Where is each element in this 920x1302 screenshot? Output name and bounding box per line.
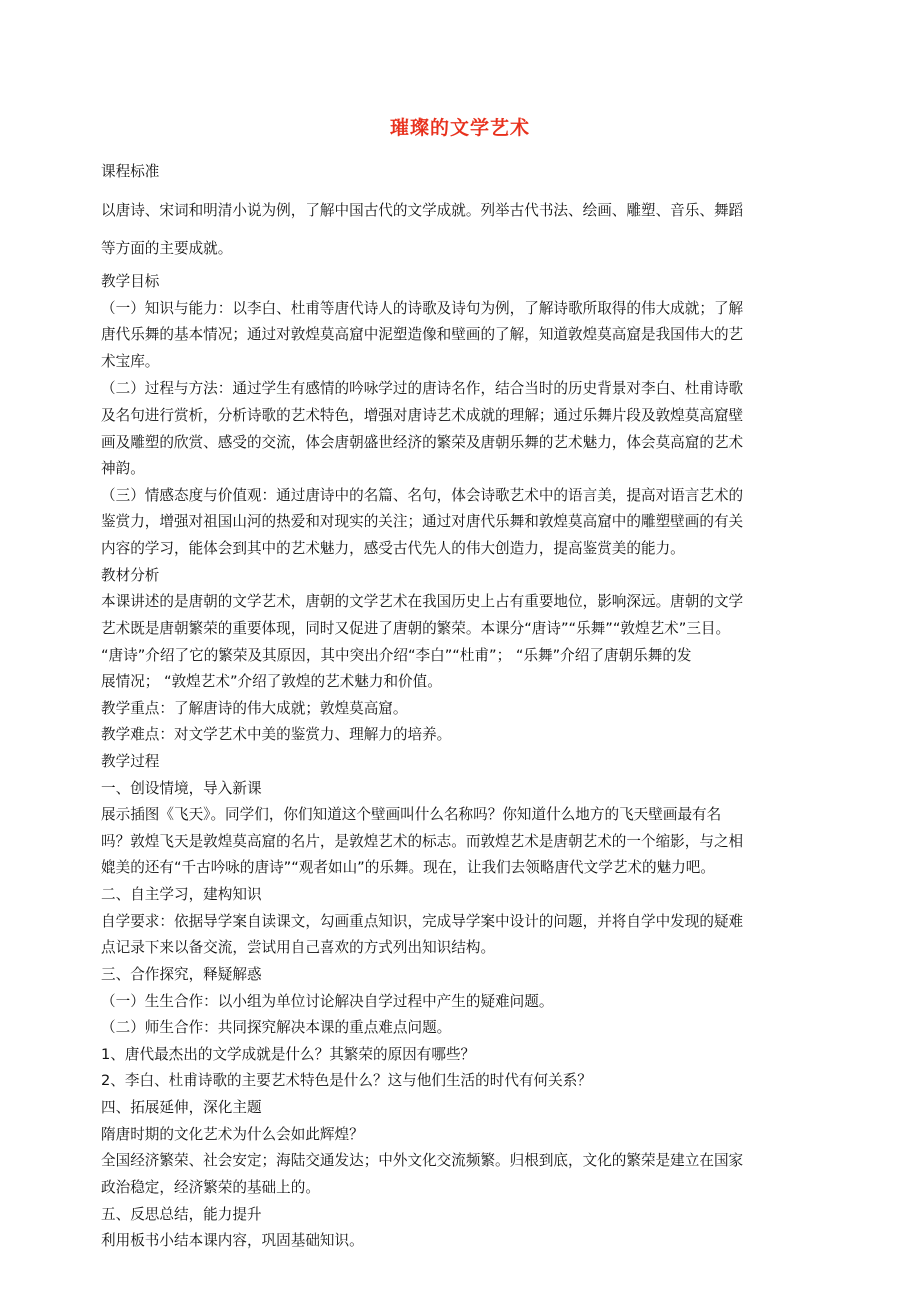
text-line: 一、创设情境，导入新课 xyxy=(101,780,262,797)
text-line: 二、自主学习，建构知识 xyxy=(101,886,262,903)
text-line: 隋唐时期的文化艺术为什么会如此辉煌？ xyxy=(101,1126,364,1143)
text-line: （二）过程与方法：通过学生有感情的吟咏学过的唐诗名作，结合当时的历史背景对李白、杜甫诗歌 xyxy=(101,380,744,397)
text-line: 点记录下来以备交流，尝试用自己喜欢的方式列出知识结构。 xyxy=(101,939,496,956)
text-line: 三、合作探究，释疑解惑 xyxy=(101,966,262,983)
text-line: 教学重点：了解唐诗的伟大成就；敦煌莫高窟。 xyxy=(101,700,408,717)
text-line: 教学难点：对文学艺术中美的鉴赏力、理解力的培养。 xyxy=(101,726,452,743)
text-line: 2、李白、杜甫诗歌的主要艺术特色是什么？这与他们生活的时代有何关系？ xyxy=(101,1072,592,1089)
text-line: 艺术既是唐朝繁荣的重要体现，同时又促进了唐朝的繁荣。本课分“唐诗”“乐舞”“敦煌艺术”三目。 xyxy=(101,620,731,637)
text-line: 唐代乐舞的基本情况；通过对敦煌莫高窟中泥塑造像和壁画的了解，知道敦煌莫高窟是我国伟大的艺 xyxy=(101,326,744,343)
text-line: 神韵。 xyxy=(101,460,145,477)
text-line: 全国经济繁荣、社会安定；海陆交通发达；中外文化交流频繁。归根到底，文化的繁荣是建立在国家 xyxy=(101,1152,744,1169)
text-line: 教学过程 xyxy=(101,753,160,770)
text-line: 吗？敦煌飞天是敦煌莫高窟的名片，是敦煌艺术的标志。而敦煌艺术是唐朝艺术的一个缩影，与之相 xyxy=(101,833,744,850)
text-line: 教材分析 xyxy=(101,567,160,584)
text-line: 政治稳定，经济繁荣的基础上的。 xyxy=(101,1179,320,1196)
text-line: （一）知识与能力：以李白、杜甫等唐代诗人的诗歌及诗句为例，了解诗歌所取得的伟大成就；了解 xyxy=(101,300,744,317)
text-line: （三）情感态度与价值观：通过唐诗中的名篇、名句，体会诗歌艺术中的语言美，提高对语言艺术的 xyxy=(101,487,744,504)
text-line: 自学要求：依据导学案自读课文，勾画重点知识，完成导学案中设计的问题，并将自学中发现的疑难 xyxy=(101,913,744,930)
text-line: 教学目标 xyxy=(101,273,160,290)
text-line: 以唐诗、宋词和明清小说为例，了解中国古代的文学成就。列举古代书法、绘画、雕塑、音乐、舞蹈 xyxy=(101,202,744,219)
text-line: （二）师生合作：共同探究解决本课的重点难点问题。 xyxy=(101,1019,452,1036)
text-line: 课程标准 xyxy=(101,163,160,180)
text-line: 术宝库。 xyxy=(101,353,160,370)
text-line: 利用板书小结本课内容，巩固基础知识。 xyxy=(101,1232,364,1249)
text-line: 等方面的主要成就。 xyxy=(101,240,233,257)
text-line: 及名句进行赏析，分析诗歌的艺术特色，增强对唐诗艺术成就的理解；通过乐舞片段及敦煌莫高窟壁 xyxy=(101,407,744,424)
text-line: 画及雕塑的欣赏、感受的交流，体会唐朝盛世经济的繁荣及唐朝乐舞的艺术魅力，体会莫高窟的艺术 xyxy=(101,434,744,451)
text-line: 鉴赏力，增强对祖国山河的热爱和对现实的关注；通过对唐代乐舞和敦煌莫高窟中的雕塑壁画的有关 xyxy=(101,513,744,530)
text-line: 五、反思总结，能力提升 xyxy=(101,1206,262,1223)
text-line: （一）生生合作：以小组为单位讨论解决自学过程中产生的疑难问题。 xyxy=(101,993,554,1010)
text-line: “唐诗”介绍了它的繁荣及其原因，其中突出介绍“李白”“杜甫”； “乐舞”介绍了唐朝乐舞的发 xyxy=(101,647,692,664)
text-line: 内容的学习，能体会到其中的艺术魅力，感受古代先人的伟大创造力，提高鉴赏美的能力。 xyxy=(101,540,685,557)
text-line: 媲美的还有“千古吟咏的唐诗”“观者如山”的乐舞。现在，让我们去领略唐代文学艺术的魅力吧。 xyxy=(101,859,715,876)
text-line: 1、唐代最杰出的文学成就是什么？其繁荣的原因有哪些？ xyxy=(101,1046,476,1063)
text-line: 四、拓展延伸，深化主题 xyxy=(101,1099,262,1116)
text-line: 展情况； “敦煌艺术”介绍了敦煌的艺术魅力和价值。 xyxy=(101,673,442,690)
document-title: 璀璨的文学艺术 xyxy=(389,117,530,139)
text-line: 本课讲述的是唐朝的文学艺术，唐朝的文学艺术在我国历史上占有重要地位，影响深远。唐朝的文学 xyxy=(101,593,744,610)
text-line: 展示插图《飞天》。同学们，你们知道这个壁画叫什么名称吗？你知道什么地方的飞天壁画最有名 xyxy=(101,806,722,823)
